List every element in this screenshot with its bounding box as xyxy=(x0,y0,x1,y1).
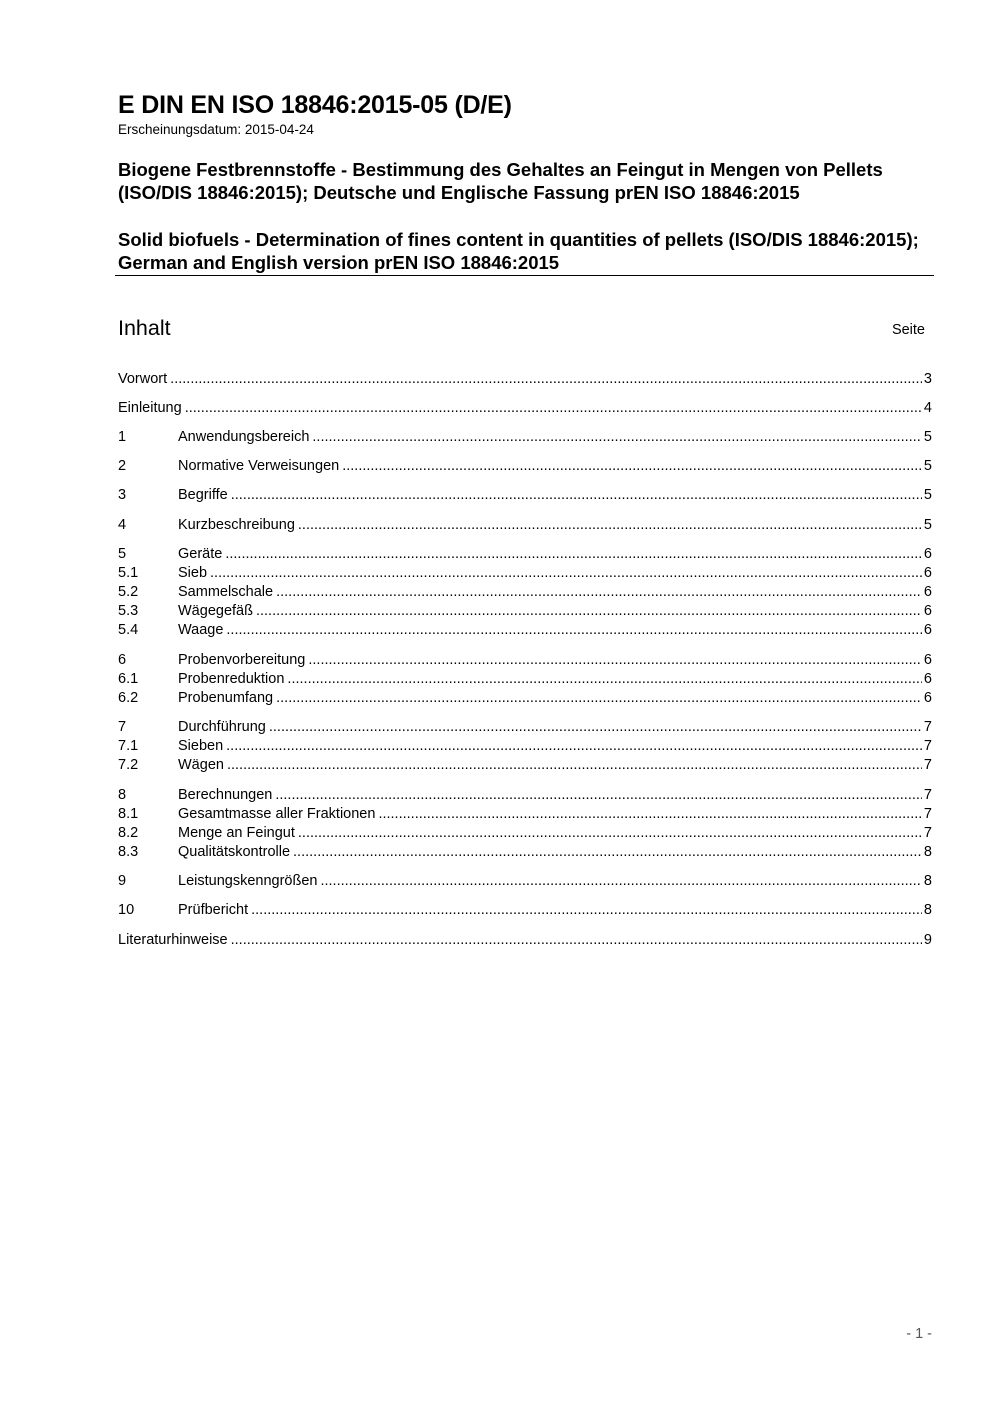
toc-entry-page: 6 xyxy=(923,603,932,619)
toc-heading: Inhalt xyxy=(118,316,171,340)
toc-entry-number: 5 xyxy=(118,546,127,562)
toc-entry-title: Gesamtmasse aller Fraktionen xyxy=(178,806,376,822)
toc-entry-page: 7 xyxy=(923,806,932,822)
toc-entry-number: 8.1 xyxy=(118,806,139,822)
toc-dot-leader xyxy=(298,516,922,535)
toc-entry[interactable] xyxy=(118,457,932,476)
toc-dot-leader xyxy=(269,718,922,737)
toc-entry-page: 7 xyxy=(923,738,932,754)
toc-entry-page: 5 xyxy=(923,429,932,445)
toc-entry-title: Sieben xyxy=(178,738,224,754)
toc-entry-title: Leistungskenngrößen xyxy=(178,873,318,889)
toc-entry-number: 7.2 xyxy=(118,757,139,773)
toc-entry[interactable] xyxy=(118,428,932,447)
toc-dot-leader xyxy=(226,621,922,640)
toc-entry[interactable] xyxy=(118,670,932,689)
title-english: Solid biofuels - Determination of fines content in quantities of pellets (ISO/DIS 18846:2015); German and English version prEN ISO 18846:2015 xyxy=(118,229,919,273)
toc-entry-title: Sammelschale xyxy=(178,584,274,600)
toc-dot-leader xyxy=(170,370,922,389)
toc-dot-leader xyxy=(231,486,922,505)
toc-entry-page: 4 xyxy=(923,400,932,416)
toc-entry-number: 5.4 xyxy=(118,622,139,638)
toc-entry[interactable] xyxy=(118,718,932,737)
toc-entry-number: 10 xyxy=(118,902,135,918)
toc-entry-number: 9 xyxy=(118,873,127,889)
toc-entry-number: 5.2 xyxy=(118,584,139,600)
toc-entry-page: 5 xyxy=(923,458,932,474)
toc-entry-page: 6 xyxy=(923,565,932,581)
toc-entry-number: 7.1 xyxy=(118,738,139,754)
toc-entry-page: 8 xyxy=(923,844,932,860)
toc-entry[interactable] xyxy=(118,843,932,862)
toc-entry[interactable] xyxy=(118,805,932,824)
toc-dot-leader xyxy=(226,737,922,756)
toc-entry-page: 6 xyxy=(923,690,932,706)
publication-date: Erscheinungsdatum: 2015-04-24 xyxy=(118,122,314,137)
toc-entry-title: Begriffe xyxy=(178,487,228,503)
toc-entry[interactable] xyxy=(118,931,932,950)
toc-dot-leader xyxy=(378,805,921,824)
toc-entry-number: 8.2 xyxy=(118,825,139,841)
toc-entry-page: 8 xyxy=(923,902,932,918)
toc-entry[interactable] xyxy=(118,872,932,891)
page-number: - 1 - xyxy=(906,1326,932,1342)
toc-dot-leader xyxy=(308,651,922,670)
toc-entry-number: 6.2 xyxy=(118,690,139,706)
toc-entry-title: Anwendungsbereich xyxy=(178,429,310,445)
toc-dot-leader xyxy=(320,872,921,891)
toc-entry[interactable] xyxy=(118,564,932,583)
toc-entry-title: Menge an Feingut xyxy=(178,825,295,841)
toc-dot-leader xyxy=(276,583,922,602)
toc-entry[interactable] xyxy=(118,651,932,670)
toc-entry-number: 3 xyxy=(118,487,127,503)
toc-dot-leader xyxy=(251,901,922,920)
toc-entry-title: Probenumfang xyxy=(178,690,274,706)
toc-dot-leader xyxy=(231,931,922,950)
toc-entry-title: Berechnungen xyxy=(178,787,273,803)
toc-entry-number: 6.1 xyxy=(118,671,139,687)
toc-page-column-label: Seite xyxy=(891,322,925,338)
toc-entry-page: 7 xyxy=(923,825,932,841)
toc-entry-number: 4 xyxy=(118,517,127,533)
toc-entry-number: 5.3 xyxy=(118,603,139,619)
toc-entry-page: 6 xyxy=(923,671,932,687)
title-german: Biogene Festbrennstoffe - Bestimmung des Gehaltes an Feingut in Mengen von Pellets (ISO/DIS 18846:2015); Deutsche und Englische Fassung prEN ISO 18846:2015 xyxy=(118,159,883,203)
toc-entry[interactable] xyxy=(118,370,932,389)
toc-entry-title: Probenreduktion xyxy=(178,671,285,687)
toc-entry[interactable] xyxy=(118,516,932,535)
toc-entry-number: 1 xyxy=(118,429,127,445)
toc-entry-page: 6 xyxy=(923,546,932,562)
toc-entry-number: 8.3 xyxy=(118,844,139,860)
toc-dot-leader xyxy=(312,428,922,447)
toc-entry-title: Qualitätskontrolle xyxy=(178,844,291,860)
toc-entry-page: 6 xyxy=(923,652,932,668)
toc-dot-leader xyxy=(210,564,922,583)
toc-entry-title: Wägegefäß xyxy=(178,603,253,619)
toc-entry-title: Literaturhinweise xyxy=(118,932,228,948)
toc-dot-leader xyxy=(342,457,922,476)
toc-entry-page: 7 xyxy=(923,787,932,803)
toc-dot-leader xyxy=(275,786,922,805)
toc-entry-page: 5 xyxy=(923,517,932,533)
toc-entry-page: 3 xyxy=(923,371,932,387)
toc-entry[interactable] xyxy=(118,399,932,418)
toc-entry-title: Vorwort xyxy=(118,371,168,387)
toc-entry-page: 9 xyxy=(923,932,932,948)
toc-entry[interactable] xyxy=(118,756,932,775)
toc-dot-leader xyxy=(185,399,922,418)
toc-entry[interactable] xyxy=(118,786,932,805)
toc-entry-title: Einleitung xyxy=(118,400,182,416)
toc-dot-leader xyxy=(227,756,922,775)
toc-dot-leader xyxy=(293,843,922,862)
toc-entry-number: 7 xyxy=(118,719,127,735)
toc-entry[interactable] xyxy=(118,901,932,920)
toc-dot-leader xyxy=(287,670,922,689)
toc-entry-title: Waage xyxy=(178,622,224,638)
toc-entry-title: Durchführung xyxy=(178,719,266,735)
toc-entry-page: 6 xyxy=(923,584,932,600)
toc-entry[interactable] xyxy=(118,602,932,621)
toc-entry-page: 8 xyxy=(923,873,932,889)
toc-entry-title: Kurzbeschreibung xyxy=(178,517,295,533)
toc-entry-page: 7 xyxy=(923,757,932,773)
toc-entry-page: 5 xyxy=(923,487,932,503)
toc-entry[interactable] xyxy=(118,737,932,756)
toc-entry-title: Prüfbericht xyxy=(178,902,249,918)
title-divider xyxy=(115,275,934,276)
toc-entry[interactable] xyxy=(118,824,932,843)
toc-entry-page: 7 xyxy=(923,719,932,735)
toc-entry-page: 6 xyxy=(923,622,932,638)
toc-entry-number: 6 xyxy=(118,652,127,668)
toc-entry-number: 5.1 xyxy=(118,565,139,581)
toc-entry-title: Probenvorbereitung xyxy=(178,652,306,668)
toc-entry-number: 2 xyxy=(118,458,127,474)
toc-dot-leader xyxy=(256,602,922,621)
toc-entry-number: 8 xyxy=(118,787,127,803)
toc-entry[interactable] xyxy=(118,583,932,602)
toc-dot-leader xyxy=(276,689,922,708)
toc-entry[interactable] xyxy=(118,545,932,564)
toc-entry-title: Sieb xyxy=(178,565,208,581)
toc-dot-leader xyxy=(298,824,922,843)
document-id: E DIN EN ISO 18846:2015-05 (D/E) xyxy=(118,91,512,119)
toc-entry[interactable] xyxy=(118,689,932,708)
toc-entry[interactable] xyxy=(118,621,932,640)
toc-dot-leader xyxy=(225,545,922,564)
toc-entry[interactable] xyxy=(118,486,932,505)
toc-entry-title: Wägen xyxy=(178,757,224,773)
toc-entry-title: Geräte xyxy=(178,546,223,562)
toc-entry-title: Normative Verweisungen xyxy=(178,458,340,474)
